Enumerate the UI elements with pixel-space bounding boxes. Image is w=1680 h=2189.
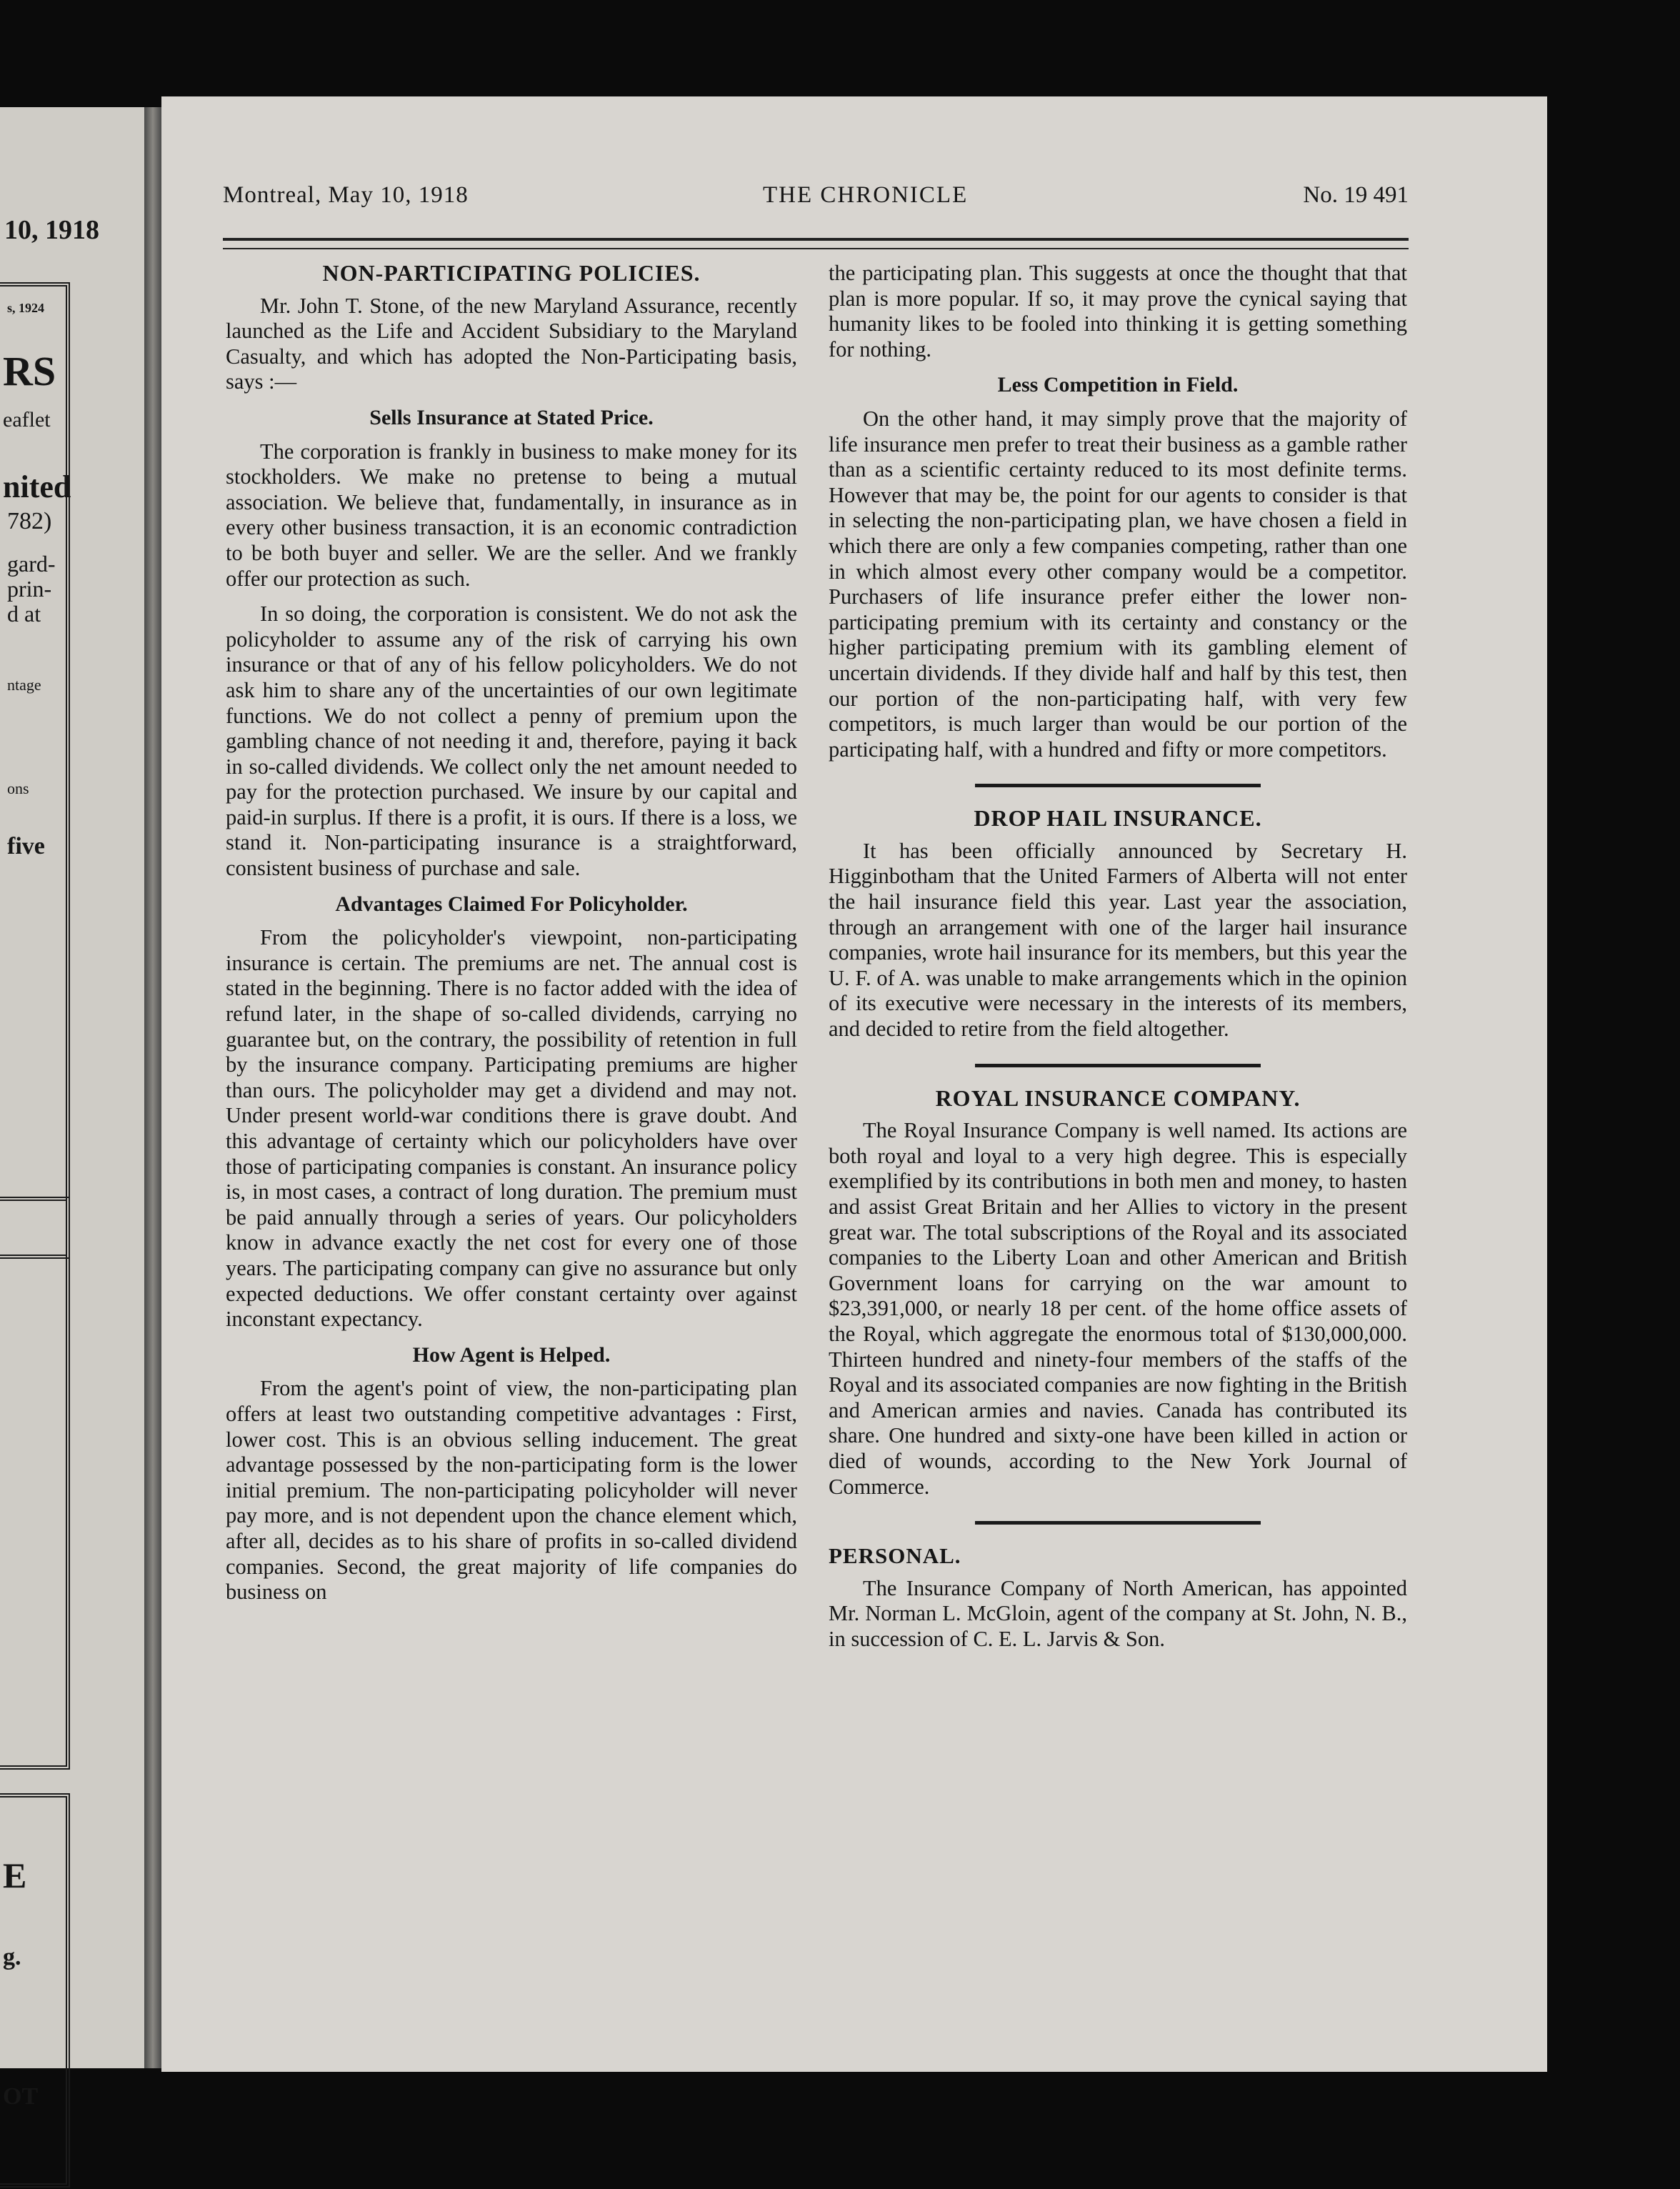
adjacent-fragment: ntage bbox=[7, 676, 41, 694]
newspaper-page bbox=[161, 96, 1547, 2072]
header-issue-page: No. 19 491 bbox=[1303, 182, 1409, 208]
subhead-stated-price: Sells Insurance at Stated Price. bbox=[369, 405, 654, 429]
article-title-non-participating: NON-PARTICIPATING POLICIES. bbox=[322, 260, 701, 286]
paragraph-continued: the participating plan. This suggests at once the thought that that plan is more popular. If so, it may prove the cynical saying that humanity likes to be fooled into thinking it is getting something for nothing. bbox=[829, 261, 1407, 361]
adjacent-fragment: 782) bbox=[7, 508, 52, 534]
page-header bbox=[223, 182, 1409, 218]
adjacent-fragment: eaflet bbox=[3, 408, 51, 432]
header-publication-title: THE CHRONICLE bbox=[763, 182, 969, 208]
article-title-royal-insurance: ROYAL INSURANCE COMPANY. bbox=[935, 1084, 1301, 1111]
article-title-drop-hail: DROP HAIL INSURANCE. bbox=[974, 805, 1262, 832]
adjacent-page-ad-box bbox=[0, 282, 70, 1259]
subhead-advantages: Advantages Claimed For Policyholder. bbox=[335, 892, 688, 916]
adjacent-fragment: gard- bbox=[7, 551, 56, 577]
header-dateline: Montreal, May 10, 1918 bbox=[223, 182, 469, 208]
paragraph: On the other hand, it may simply prove that the majority of life insurance men prefer to treat their business as a gamble rather than as a scientific certainty reduced to its most definite terms. However that may be, the point for our agents to consider is that in selecting the non-participating plan, we have chosen a field in which there are only a few companies competing, rather than one in which almost every other company would be a competitor. Purchasers of life insurance prefer either the lower non-participating premium with its certainty and constancy or the higher participating premium with its gambling element of uncertain dividends. If they divide half and half by this test, then our portion of the non-participating half, with very few competitors, is much larger than would be our portion of the participating half, with a hundred and fifty or more competitors. bbox=[829, 406, 1407, 762]
adjacent-fragment: five bbox=[7, 833, 45, 859]
article-intro: Mr. John T. Stone, of the new Maryland Assurance, recently launched as the Life and Accident Subsidiary to the Maryland Casualty, and which has adopted the Non-Participating basis, says :— bbox=[226, 293, 797, 394]
adjacent-fragment: nited bbox=[3, 469, 71, 504]
paragraph: In so doing, the corporation is consistent. We do not ask the policyholder to assume any of the risk of carrying his own insurance or that of any of his fellow policyholders. We do not ask him to share any of the uncertainties of our own legitimate functions. We do not collect a penny of premium upon the gambling chance of not needing it and, therefore, paying it back in so-called dividends. We collect only the net amount needed to pay for the protection purchased. We insure by our capital and paid-in surplus. If there is a profit, it is ours. If there is a loss, we stand it. Non-participating insurance is a straightforward, consistent business of purchase and sale. bbox=[226, 602, 797, 881]
adjacent-fragment: ons bbox=[7, 779, 29, 797]
adjacent-page-strip bbox=[0, 107, 144, 2110]
adjacent-fragment: RS bbox=[3, 348, 56, 394]
adjacent-fragment: d at bbox=[7, 601, 41, 627]
adjacent-page-ad-box bbox=[0, 1793, 70, 2188]
adjacent-fragment: OT bbox=[3, 2083, 39, 2110]
subhead-agent-helped: How Agent is Helped. bbox=[412, 1342, 611, 1367]
adjacent-page-date: 10, 1918 bbox=[4, 215, 99, 245]
header-rule bbox=[223, 238, 1409, 249]
paragraph: From the policyholder's viewpoint, non-participating insurance is certain. The premiums are net. The annual cost is stated in the beginning. There is no factor added with the idea of refund later, in the shape of so-called dividends, carrying no guarantee but, on the contrary, the possibility of retention in full by the insurance company. Participating premiums are higher than ours. The policyholder may get a dividend and may not. Under present world-war conditions there is grave doubt. And this advantage of certainty which our policyholders have over those of participating companies is constant. An insurance policy is, in most cases, a contract of long duration. The premium must be paid annually through a series of years. Our policyholders know in advance exactly the net cost for every one of those years. The participating company can give no assurance but only expected deductions. We offer constant certainty over against inconstant expectancy. bbox=[226, 925, 797, 1332]
adjacent-page-ad-box bbox=[0, 1197, 70, 1770]
paragraph: It has been officially announced by Secretary H. Higginbotham that the United Farmers of Alberta will not enter the hail insurance field this year. Last year the association, through an arrangement with one of the larger hail insurance companies, wrote hail insurance for its members, but this year the U. F. of A. was unable to make arrangements which in the opinion of its executive were necessary in the interests of its members, and decided to retire from the field altogether. bbox=[829, 838, 1407, 1042]
paragraph: From the agent's point of view, the non-participating plan offers at least two outstanding competitive advantages : First, lower cost. This is an obvious selling inducement. The great advantage possessed by the non-participating form is the lower initial premium. The non-participating policyholder will never pay more, and is not dependent upon the chance element which, after all, decides as to his share of profits in so-called dividend companies. Second, the great majority of life companies do business on bbox=[226, 1376, 797, 1605]
section-divider bbox=[975, 1521, 1261, 1525]
adjacent-fragment: prin- bbox=[7, 576, 52, 602]
paragraph: The Insurance Company of North American, has appointed Mr. Norman L. McGloin, agent of the company at St. John, N. B., in succession of C. E. L. Jarvis & Son. bbox=[829, 1575, 1407, 1651]
paragraph: The corporation is frankly in business to make money for its stockholders. We make no pretense to being a mutual association. We believe that, fundamentally, in insurance as in every other business transaction, it is an economic contradiction to be both buyer and seller. We are the seller. And we frankly offer our protection as such. bbox=[226, 439, 797, 591]
column-left bbox=[226, 261, 797, 1615]
adjacent-fragment: s, 1924 bbox=[7, 301, 45, 315]
page-gutter bbox=[144, 107, 161, 2068]
paragraph: The Royal Insurance Company is well named. Its actions are both royal and loyal to a very high degree. This is especially exemplified by its contributions in both men and money, to hasten and assist Great Britain and her Allies to victory in the present great war. The total subscriptions of the Royal and its associated companies to the Liberty Loan and other American and British Government loans for carrying on the war amount to $23,391,000, or nearly 18 per cent. of the home office assets of the Royal, which aggregate the enormous total of $130,000,000. Thirteen hundred and ninety-four members of the staffs of the Royal and its associated companies are now fighting in the British and American armies and navies. Canada has contributed its share. One hundred and sixty-one have been killed in action or died of wounds, according to the New York Journal of Commerce. bbox=[829, 1118, 1407, 1499]
section-divider bbox=[975, 784, 1261, 787]
article-title-personal: PERSONAL. bbox=[829, 1543, 961, 1569]
column-right bbox=[829, 261, 1407, 1662]
adjacent-fragment: E bbox=[3, 1855, 27, 1895]
section-divider bbox=[975, 1064, 1261, 1067]
adjacent-fragment: g. bbox=[3, 1944, 21, 1970]
subhead-less-competition: Less Competition in Field. bbox=[997, 373, 1239, 397]
